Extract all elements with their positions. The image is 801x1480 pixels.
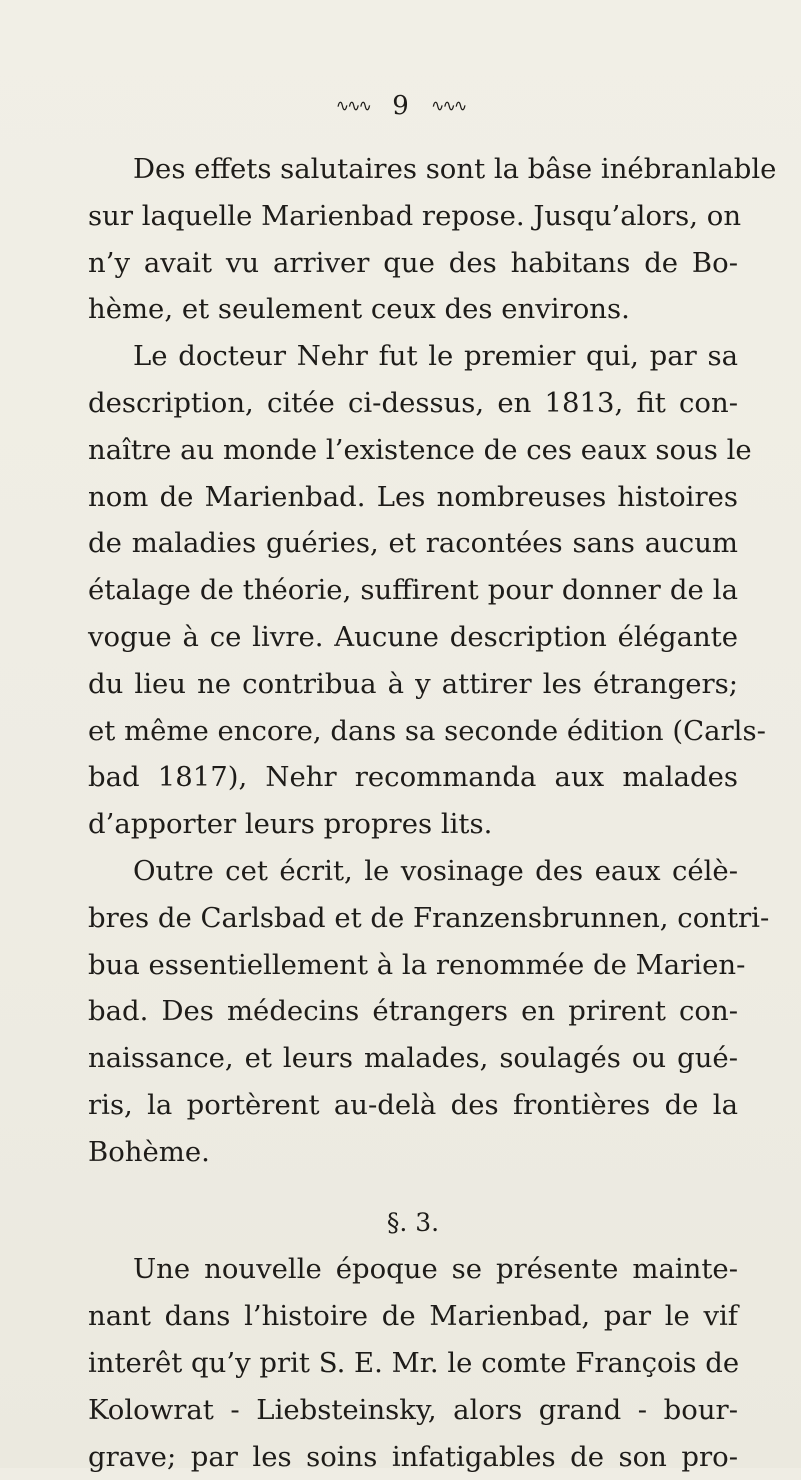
section-spacer [88, 1176, 738, 1200]
text-line: nant dans l’histoire de Marienbad, par le vif [88, 1300, 738, 1333]
text-line: bad. Des médecins étrangers en prirent con- [88, 995, 738, 1028]
text-line: et même encore, dans sa seconde édition (Carls- [88, 714, 766, 747]
text-line: description, citée ci-dessus, en 1813, fit con- [88, 386, 738, 419]
text-line: naître au monde l’existence de ces eaux sous le [88, 433, 752, 466]
text-line: n’y avait vu arriver que des habitans de Bo- [88, 246, 738, 279]
text-line: vogue à ce livre. Aucune description élégante [88, 620, 738, 653]
text-line: bad 1817), Nehr recommanda aux malades [88, 761, 738, 794]
body-text [88, 146, 777, 1480]
section-heading: §. 3. [386, 1207, 440, 1237]
text-line: Des effets salutaires sont la bâse inébranlable [133, 153, 777, 185]
text-line: Une nouvelle époque se présente mainte- [133, 1253, 738, 1286]
text-line: hème, et seulement ceux des environs. [88, 293, 630, 326]
text-line: de maladies guéries, et racontées sans aucum [88, 527, 738, 560]
text-line: du lieu ne contribua à y attirer les étrangers; [88, 667, 738, 700]
ornament-right: ∿∿∿ [431, 96, 466, 115]
text-line: Le docteur Nehr fut le premier qui, par sa [133, 340, 738, 373]
text-line: ris, la portèrent au-delà des frontières de la [88, 1088, 738, 1121]
text-line: nom de Marienbad. Les nombreuses histoires [88, 480, 738, 513]
text-line: naissance, et leurs malades, soulagés ou gué- [88, 1042, 738, 1075]
text-line: bua essentiellement à la renommée de Marien- [88, 948, 746, 981]
text-line: sur laquelle Marienbad repose. Jusqu’alors, on [88, 199, 742, 232]
text-line: bres de Carlsbad et de Franzensbrunnen, contri- [88, 901, 770, 934]
text-line: interêt qu’y prit S. E. Mr. le comte François de [88, 1346, 740, 1379]
text-line: Kolowrat - Liebsteinsky, alors grand - bour- [88, 1393, 738, 1426]
text-line: Outre cet écrit, le vosinage des eaux célè- [133, 854, 738, 887]
page-number: 9 [392, 91, 409, 121]
ornament-left: ∿∿∿ [335, 96, 370, 115]
page-header [0, 90, 801, 121]
text-line: grave; par les soins infatigables de son pro- [88, 1440, 738, 1473]
text-line: étalage de théorie, suffirent pour donner de la [88, 574, 738, 607]
text-line: d’apporter leurs propres lits. [88, 808, 493, 841]
text-line: Bohème. [88, 1135, 210, 1168]
